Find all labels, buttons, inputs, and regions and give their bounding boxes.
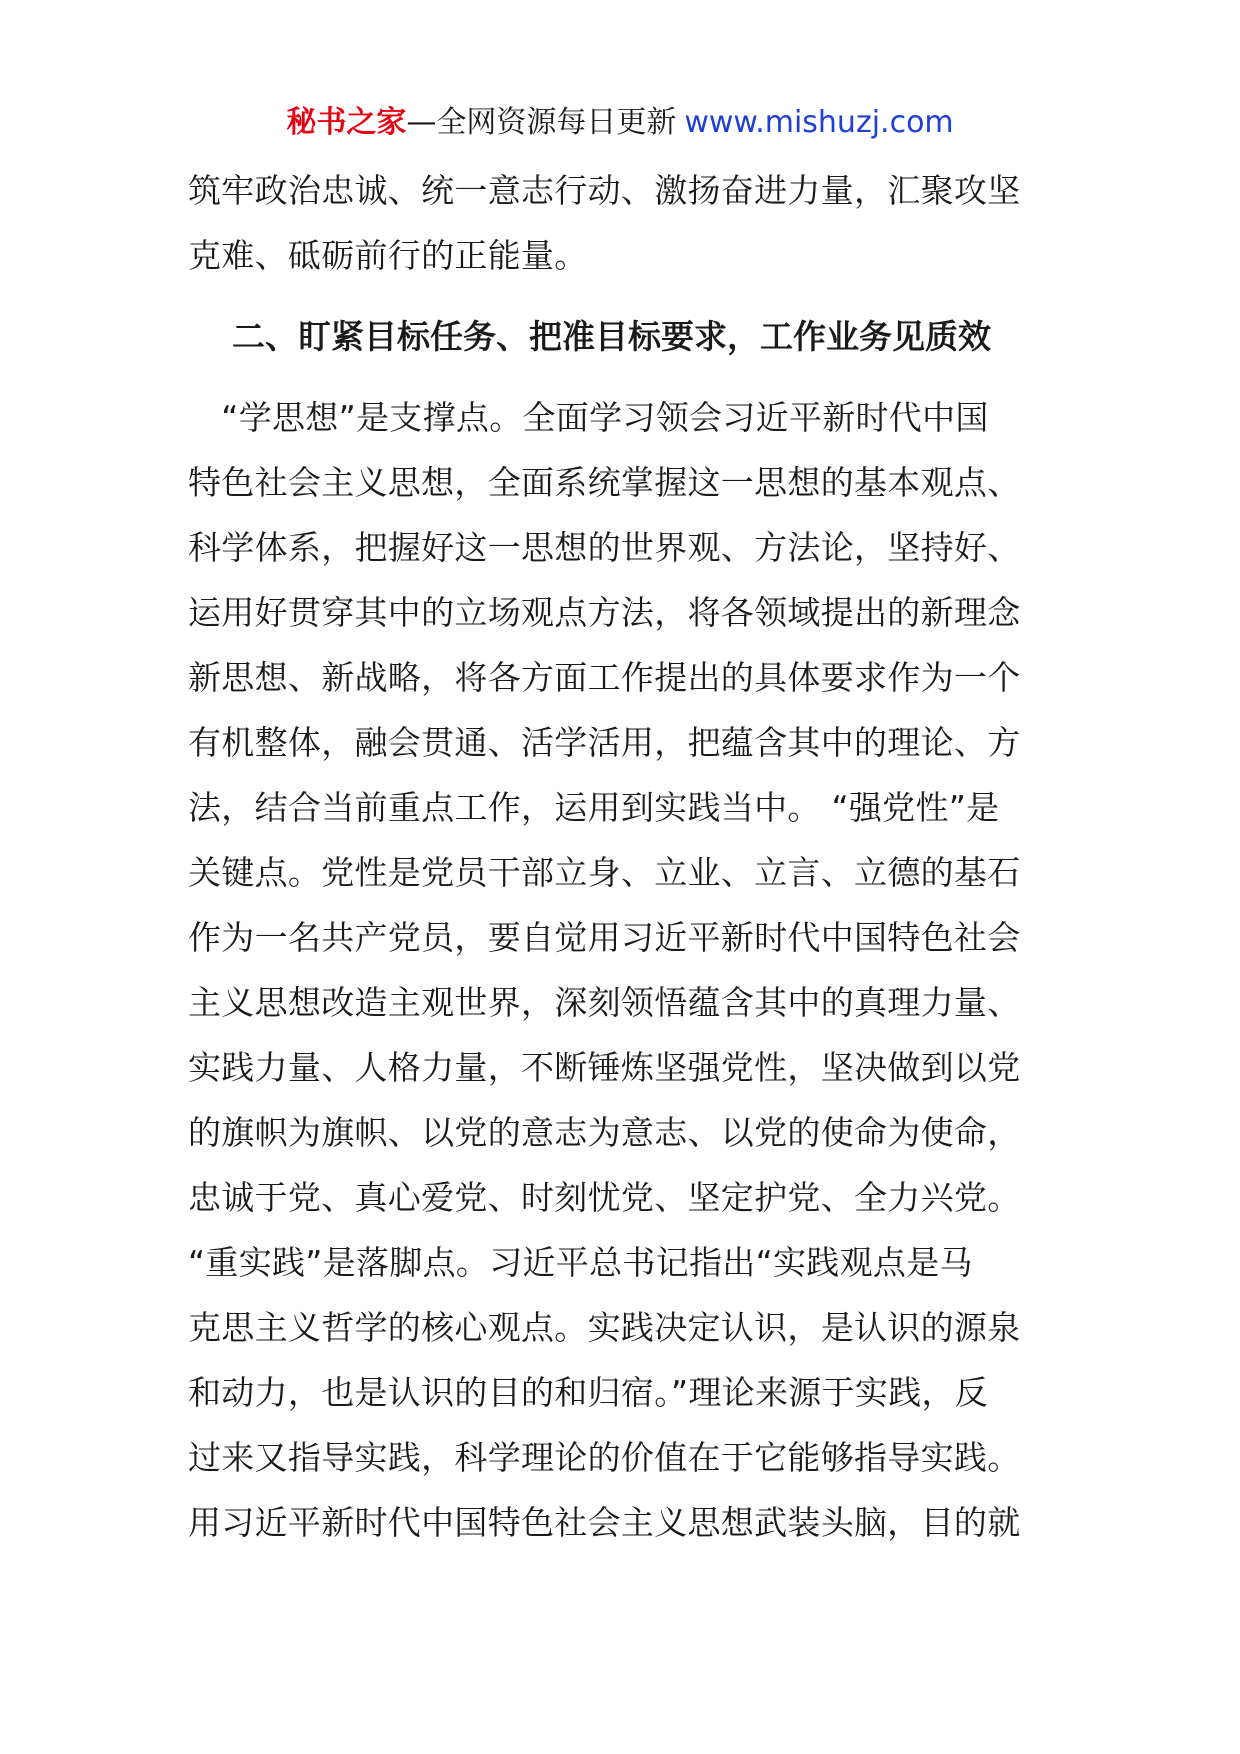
text-line: “重实践”是落脚点。习近平总书记指出“实践观点是马 <box>188 1243 973 1282</box>
website-link[interactable]: www.mishuzj.com <box>684 105 954 140</box>
text-line: 过来又指导实践，科学理论的价值在于它能够指导实践。 <box>188 1438 1021 1477</box>
text-line: 科学体系，把握好这一思想的世界观、方法论，坚持好、 <box>188 528 1021 567</box>
text-line: “学思想”是支撑点。全面学习领会习近平新时代中国 <box>188 398 989 437</box>
main-paragraph <box>188 385 1066 1555</box>
text-line: 特色社会主义思想，全面系统掌握这一思想的基本观点、 <box>188 463 1021 502</box>
text-line: 有机整体，融会贯通、活学活用，把蕴含其中的理论、方 <box>188 723 1021 762</box>
text-line: 新思想、新战略，将各方面工作提出的具体要求作为一个 <box>188 658 1021 697</box>
text-line: 用习近平新时代中国特色社会主义思想武装头脑，目的就 <box>188 1503 1021 1542</box>
lead-paragraph <box>188 158 1066 288</box>
text-line: 法，结合当前重点工作，运用到实践当中。 “强党性”是 <box>188 788 1000 827</box>
text-line: 主义思想改造主观世界，深刻领悟蕴含其中的真理力量、 <box>188 983 1021 1022</box>
text-line: 运用好贯穿其中的立场观点方法，将各领域提出的新理念 <box>188 593 1021 632</box>
text-line: 作为一名共产党员，要自觉用习近平新时代中国特色社会 <box>188 918 1021 957</box>
text-line: 筑牢政治忠诚、统一意志行动、激扬奋进力量，汇聚攻坚 <box>188 171 1021 210</box>
brand-name: 秘书之家 <box>286 105 407 140</box>
text-line: 克难、砥砺前行的正能量。 <box>188 236 588 275</box>
text-line: 关键点。党性是党员干部立身、立业、立言、立德的基石 <box>188 853 1021 892</box>
text-line: 忠诚于党、真心爱党、时刻忧党、坚定护党、全力兴党。 <box>188 1178 1021 1217</box>
page-header <box>0 101 1240 145</box>
header-tagline: —全网资源每日更新 <box>406 105 677 140</box>
text-line: 和动力，也是认识的目的和归宿。”理论来源于实践，反 <box>188 1373 989 1412</box>
text-line: 克思主义哲学的核心观点。实践决定认识，是认识的源泉 <box>188 1308 1021 1347</box>
text-line: 的旗帜为旗帜、以党的意志为意志、以党的使命为使命， <box>188 1113 1021 1152</box>
section-heading: 二、盯紧目标任务、把准目标要求，工作业务见质效 <box>232 317 991 356</box>
text-line: 实践力量、人格力量，不断锤炼坚强党性，坚决做到以党 <box>188 1048 1021 1087</box>
